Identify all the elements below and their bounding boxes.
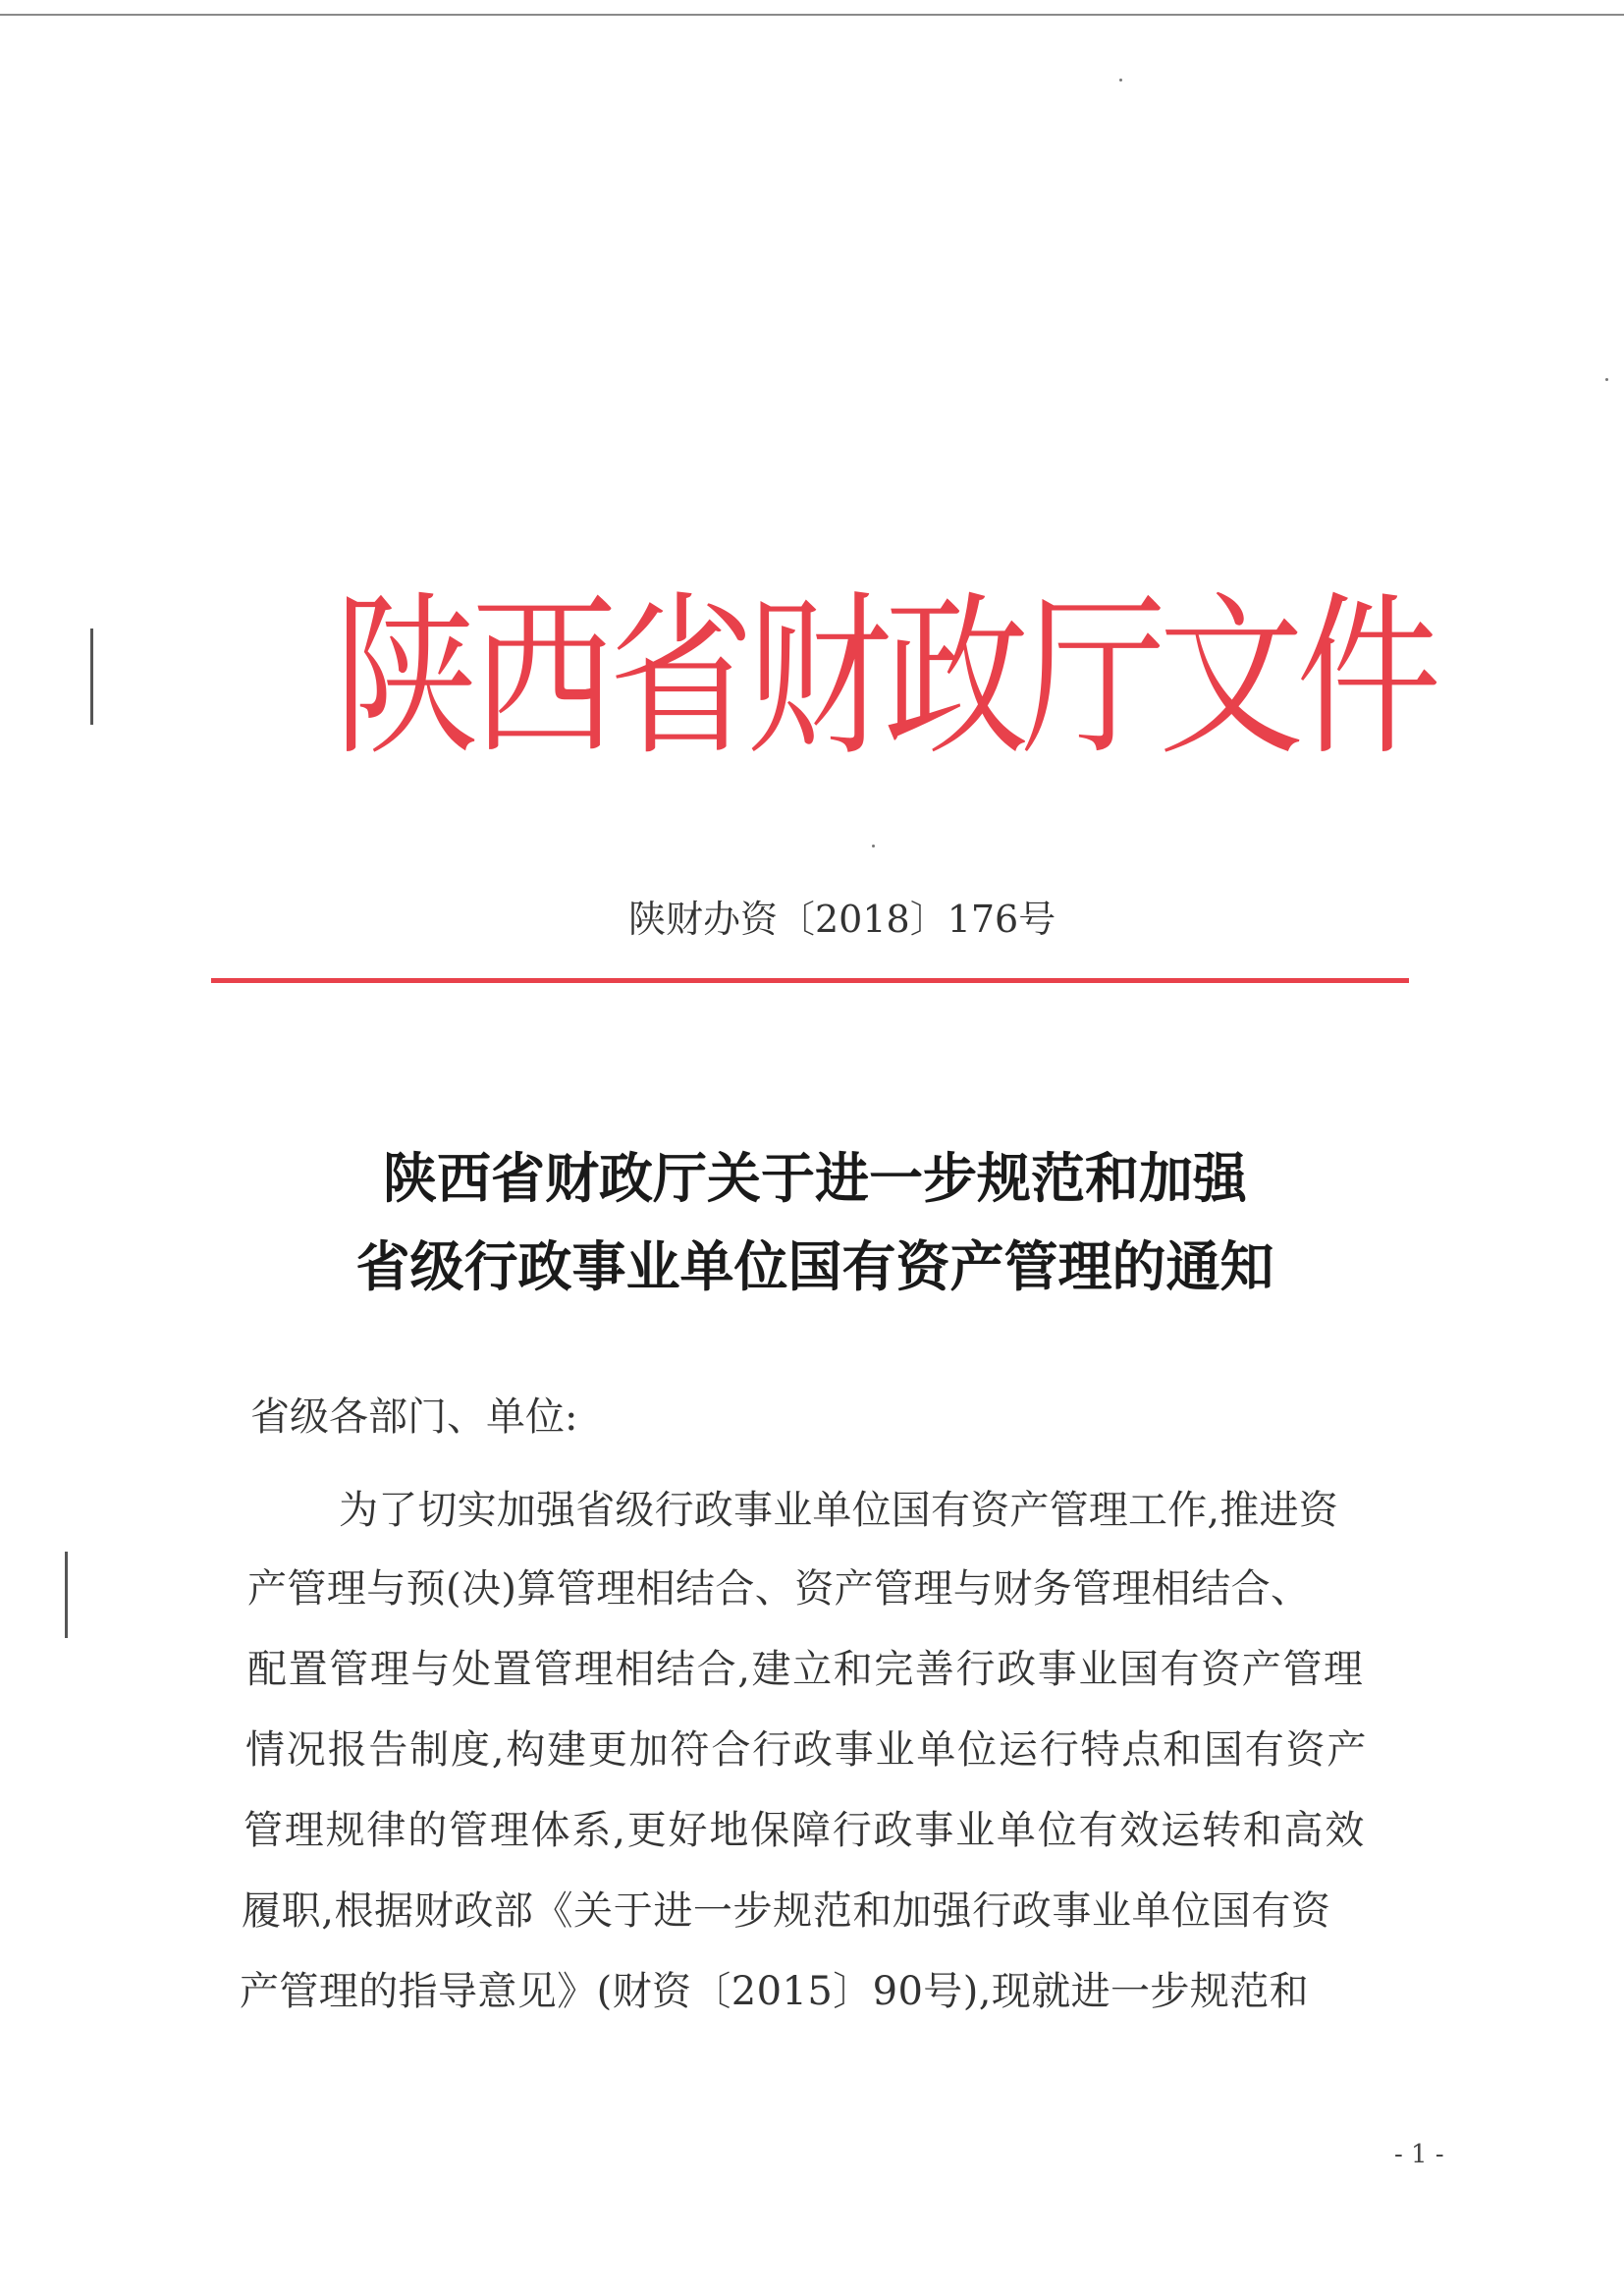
- document-number: 陕财办资〔2018〕176号: [628, 898, 1056, 941]
- red-separator-line: [211, 978, 1409, 983]
- body-line-7: 产管理的指导意见》(财资〔2015〕90号),现就进一步规范和: [240, 1969, 1310, 2014]
- page-number: - 1 -: [1394, 2140, 1444, 2169]
- title-line-2: 省级行政事业单位国有资产管理的通知: [355, 1235, 1274, 1298]
- body-line-3: 配置管理与处置管理相结合,建立和完善行政事业国有资产管理: [247, 1647, 1365, 1692]
- scan-speck: [1605, 378, 1608, 381]
- body-line-5: 管理规律的管理体系,更好地保障行政事业单位有效运转和高效: [244, 1808, 1367, 1853]
- body-line-4: 情况报告制度,构建更加符合行政事业单位运行特点和国有资产: [245, 1727, 1369, 1773]
- document-title: [236, 1134, 1394, 1311]
- body-line-6: 履职,根据财政部《关于进一步规范和加强行政事业单位国有资: [242, 1888, 1331, 1934]
- document-masthead: 陕西省财政厅文件: [334, 575, 1434, 780]
- title-line-1: 陕西省财政厅关于进一步规范和加强: [382, 1147, 1247, 1210]
- body-line-1: 为了切实加强省级行政事业单位国有资产管理工作,推进资: [339, 1488, 1338, 1533]
- binding-mark: [65, 1552, 68, 1638]
- binding-mark: [90, 629, 93, 725]
- scan-speck: [872, 845, 875, 847]
- body-line-2: 产管理与预(决)算管理相结合、资产管理与财务管理相结合、: [247, 1566, 1311, 1612]
- salutation: 省级各部门、单位:: [250, 1394, 578, 1440]
- scan-speck: [1119, 79, 1122, 82]
- scan-edge-line: [0, 14, 1624, 16]
